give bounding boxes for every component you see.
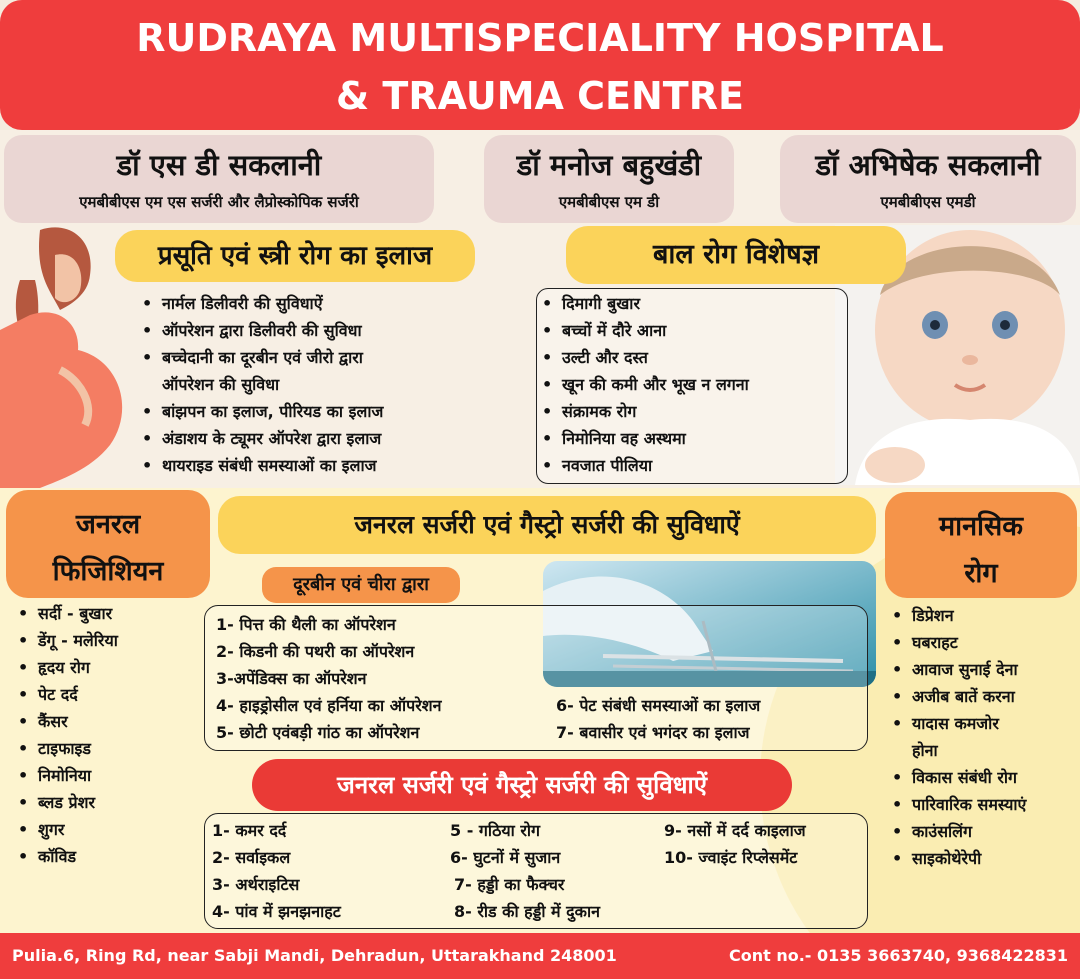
list-item: • अंडाशय के ट्यूमर ऑपरेश द्वारा इलाज — [140, 425, 383, 452]
list-item: • ब्लड प्रेशर — [16, 789, 118, 816]
list-item: • अजीब बातें करना — [890, 683, 1026, 710]
surgery-subtitle: दूरबीन एवं चीरा द्वारा — [262, 567, 460, 603]
list-item: • कॉविड — [16, 843, 118, 870]
mental-title-line1: मानसिक — [938, 511, 1024, 542]
gynae-list — [140, 290, 383, 479]
hospital-name-line1: RUDRAYA MULTISPECIALITY HOSPITAL — [136, 16, 944, 60]
list-item: • कैंसर — [16, 708, 118, 735]
surgery-title: जनरल सर्जरी एवं गैस्ट्रो सर्जरी की सुविधाऐं — [218, 496, 876, 554]
doctor-card-3 — [780, 135, 1076, 223]
doctor-qualification: एमबीबीएस एमडी — [880, 193, 976, 211]
ortho-item: 5 - गठिया रोग — [450, 821, 541, 840]
list-item: • निमोनिया वह अस्थमा — [540, 425, 749, 452]
physician-list — [16, 600, 118, 870]
list-item: • थायराइड संबंधी समस्याओं का इलाज — [140, 452, 383, 479]
surgery-item: 3-अपेंडिक्स का ऑपरेशन — [216, 669, 367, 688]
list-item: • टाइफाइड — [16, 735, 118, 762]
surgery-item: 1- पित्त की थैली का ऑपरेशन — [216, 615, 396, 634]
hospital-header — [0, 0, 1080, 130]
list-item-continued — [890, 737, 1026, 764]
ortho-item: 9- नसों में दर्द काइलाज — [664, 821, 806, 840]
pediatric-title: बाल रोग विशेषज्ञ — [566, 226, 906, 284]
list-item: • बच्चेदानी का दूरबीन एवं जीरो द्वारा — [140, 344, 383, 371]
list-text: ऑपरेशन की सुविधा — [162, 375, 280, 394]
list-item: • निमोनिया — [16, 762, 118, 789]
surgery-item: 5- छोटी एवंबड़ी गांठ का ऑपरेशन — [216, 723, 420, 742]
physician-title-line2: फिजिशियन — [52, 556, 164, 587]
list-item: • डिप्रेशन — [890, 602, 1026, 629]
gynae-title: प्रसूति एवं स्त्री रोग का इलाज — [115, 230, 475, 282]
doctor-qualification: एमबीबीएस एम डी — [558, 193, 660, 211]
list-text: होना — [912, 741, 938, 760]
list-item-continued — [140, 371, 383, 398]
list-item: • साइकोथेरेपी — [890, 845, 1026, 872]
list-item: • खून की कमी और भूख न लगना — [540, 371, 749, 398]
list-item: • सर्दी - बुखार — [16, 600, 118, 627]
mental-title-line2: रोग — [964, 558, 998, 589]
ortho-item: 8- रीड की हड्डी में दुकान — [454, 902, 600, 921]
list-item: • शुगर — [16, 816, 118, 843]
ortho-item: 7- हड्डी का फैक्चर — [454, 875, 565, 894]
doctor-card-2 — [484, 135, 734, 223]
list-item: • काउंसलिंग — [890, 818, 1026, 845]
footer-address: Pulia.6, Ring Rd, near Sabji Mandi, Dehradun, Uttarakhand 248001 — [12, 946, 617, 965]
ortho-item: 10- ज्वाइंट रिप्लेसमेंट — [664, 848, 798, 867]
surgery-item: 2- किडनी की पथरी का ऑपरेशन — [216, 642, 415, 661]
list-item: • दिमागी बुखार — [540, 290, 749, 317]
ortho-item: 1- कमर दर्द — [212, 821, 287, 840]
ortho-item: 4- पांव में झनझनाहट — [212, 902, 341, 921]
doctor-name: डॉ मनोज बहुखंडी — [516, 148, 702, 182]
pediatric-list — [540, 290, 749, 479]
doctor-qualification: एमबीबीएस एम एस सर्जरी और लैप्रोस्कोपिक सर्जरी — [79, 193, 359, 211]
ortho-item: 3- अर्थराइटिस — [212, 875, 300, 894]
mental-title — [885, 492, 1077, 598]
list-item: • ऑपरेशन द्वारा डिलीवरी की सुविधा — [140, 317, 383, 344]
doctor-name: डॉ अभिषेक सकलानी — [815, 148, 1041, 182]
list-item: • घबराहट — [890, 629, 1026, 656]
list-item: • डेंगू - मलेरिया — [16, 627, 118, 654]
ortho-title: जनरल सर्जरी एवं गैस्ट्रो सर्जरी की सुविधाऐं — [252, 759, 792, 811]
list-item: • बच्चों में दौरे आना — [540, 317, 749, 344]
list-item: • आवाज सुनाई देना — [890, 656, 1026, 683]
surgery-item: 7- बवासीर एवं भगंदर का इलाज — [556, 723, 750, 742]
doctor-card-1 — [4, 135, 434, 223]
list-item: • हृदय रोग — [16, 654, 118, 681]
list-item: • विकास संबंधी रोग — [890, 764, 1026, 791]
footer-bar — [0, 933, 1080, 979]
mental-list — [890, 602, 1026, 872]
list-item: • पेट दर्द — [16, 681, 118, 708]
list-item: • बांझपन का इलाज, पीरियड का इलाज — [140, 398, 383, 425]
list-item: • संक्रामक रोग — [540, 398, 749, 425]
list-item: • यादास कमजोर — [890, 710, 1026, 737]
physician-title-line1: जनरल — [75, 509, 141, 540]
physician-title — [6, 490, 210, 598]
list-item: • पारिवारिक समस्याएं — [890, 791, 1026, 818]
list-item: • नवजात पीलिया — [540, 452, 749, 479]
ortho-item: 2- सर्वाइकल — [212, 848, 291, 867]
ortho-item: 6- घुटनों में सुजान — [450, 848, 561, 867]
surgery-item: 4- हाइड्रोसील एवं हर्निया का ऑपरेशन — [216, 696, 442, 715]
list-item: • उल्टी और दस्त — [540, 344, 749, 371]
hospital-name-line2: & TRAUMA CENTRE — [336, 74, 744, 118]
list-item: • नार्मल डिलीवरी की सुविधाऐं — [140, 290, 383, 317]
doctor-name: डॉ एस डी सकलानी — [116, 148, 322, 182]
footer-contact: Cont no.- 0135 3663740, 9368422831 — [728, 946, 1068, 965]
surgery-item: 6- पेट संबंधी समस्याओं का इलाज — [556, 696, 761, 715]
